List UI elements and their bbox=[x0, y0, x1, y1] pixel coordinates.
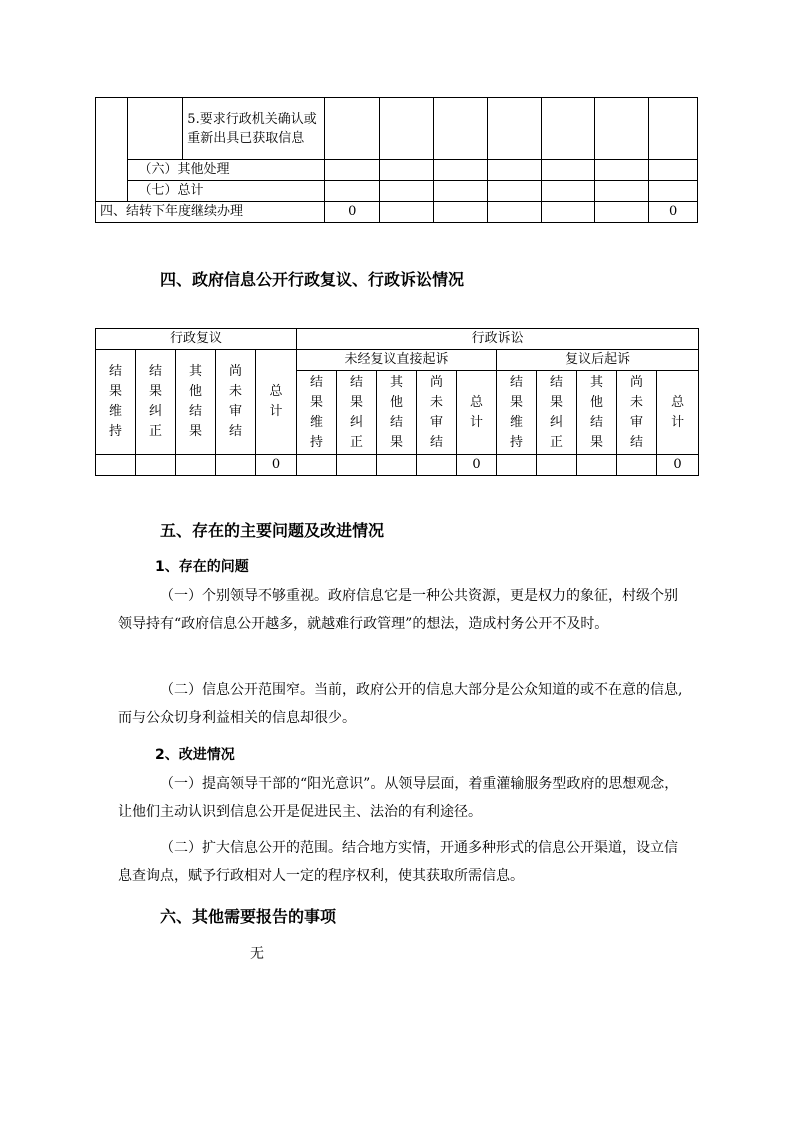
after-col-corrected: 结 果 纠 正 bbox=[537, 371, 577, 455]
review-col-other: 其 他 结 果 bbox=[176, 350, 216, 455]
after-col-total: 总 计 bbox=[657, 371, 699, 455]
paragraph-problem-1: （一）个别领导不够重视。政府信息它是一种公共资源，更是权力的象征，村级个别领导持有“政府信息公开越多，就越难行政管理”的想法，造成村务公开不及时。 bbox=[118, 588, 678, 632]
after-col-other: 其 他 结 果 bbox=[577, 371, 617, 455]
table-row bbox=[96, 455, 699, 476]
review-col-pending: 尚 未 审 结 bbox=[216, 350, 256, 455]
section6-title: 六、其他需要报告的事项 bbox=[160, 907, 337, 926]
carryover-last-value: 0 bbox=[649, 202, 698, 223]
review-total-value: 0 bbox=[256, 455, 297, 476]
section5-title: 五、存在的主要问题及改进情况 bbox=[160, 521, 385, 540]
table-row bbox=[96, 160, 698, 181]
total-label: （七）总计 bbox=[128, 181, 325, 202]
direct-col-corrected: 结 果 纠 正 bbox=[337, 371, 377, 455]
direct-suit-header: 未经复议直接起诉 bbox=[297, 350, 497, 371]
subsection-improvements: 2、改进情况 bbox=[155, 747, 235, 763]
admin-litigation-header: 行政诉讼 bbox=[297, 329, 699, 350]
admin-review-header: 行政复议 bbox=[96, 329, 297, 350]
carryover-first-value: 0 bbox=[325, 202, 380, 223]
paragraph-improvement-2: （二）扩大信息公开的范围。结合地方实情，开通多种形式的信息公开渠道，设立信息查询点，赋予行政相对人一定的程序权利，使其获取所需信息。 bbox=[118, 840, 678, 884]
carryover-label: 四、结转下年度继续办理 bbox=[96, 202, 325, 223]
application-handling-table bbox=[95, 97, 698, 223]
other-processing-label: （六）其他处理 bbox=[128, 160, 325, 181]
review-litigation-table bbox=[95, 328, 699, 476]
table-row bbox=[96, 202, 698, 223]
direct-col-maintained: 结 果 维 持 bbox=[297, 371, 337, 455]
review-col-total: 总 计 bbox=[256, 350, 297, 455]
after-col-maintained: 结 果 维 持 bbox=[497, 371, 537, 455]
review-col-corrected: 结 果 纠 正 bbox=[136, 350, 176, 455]
direct-total-value: 0 bbox=[457, 455, 497, 476]
after-total-value: 0 bbox=[657, 455, 699, 476]
paragraph-improvement-1: （一）提高领导干部的“阳光意识”。从领导层面，着重灌输服务型政府的思想观念，让他们主动认识到信息公开是促进民主、法治的有利途径。 bbox=[118, 776, 679, 820]
after-col-pending: 尚 未 审 结 bbox=[617, 371, 657, 455]
paragraph-problem-2: （二）信息公开范围窄。当前，政府公开的信息大部分是公众知道的或不在意的信息,而与公众切身利益相关的信息却很少。 bbox=[118, 682, 683, 726]
section6-content: 无 bbox=[250, 946, 264, 962]
table-row bbox=[96, 181, 698, 202]
review-col-maintained: 结 果 维 持 bbox=[96, 350, 136, 455]
direct-col-pending: 尚 未 审 结 bbox=[417, 371, 457, 455]
table-row bbox=[96, 329, 699, 350]
subsection-problems: 1、存在的问题 bbox=[155, 559, 249, 575]
direct-col-other: 其 他 结 果 bbox=[377, 371, 417, 455]
item5-label: 5.要求行政机关确认或重新出具已获取信息 bbox=[183, 98, 325, 160]
table-row bbox=[96, 98, 698, 160]
after-review-suit-header: 复议后起诉 bbox=[497, 350, 699, 371]
table-row bbox=[96, 350, 699, 371]
direct-col-total: 总 计 bbox=[457, 371, 497, 455]
section4-title: 四、政府信息公开行政复议、行政诉讼情况 bbox=[160, 270, 465, 289]
